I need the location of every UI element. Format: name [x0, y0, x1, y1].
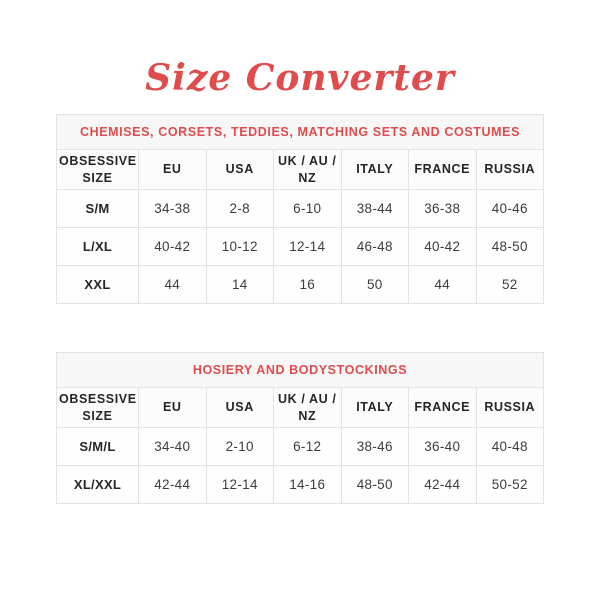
size-value-cell: 34-38 [139, 190, 207, 228]
size-value-cell: 16 [274, 266, 342, 304]
row-size-label: S/M [57, 190, 139, 228]
column-header: EU [139, 388, 207, 428]
size-value-cell: 14-16 [274, 466, 342, 504]
size-value-cell: 48-50 [476, 228, 544, 266]
column-header: OBSESSIVE SIZE [57, 150, 139, 190]
column-header: ITALY [341, 388, 409, 428]
size-value-cell: 40-42 [139, 228, 207, 266]
size-value-cell: 36-38 [409, 190, 477, 228]
size-value-cell: 40-48 [476, 428, 544, 466]
table-row [57, 266, 544, 304]
column-header: OBSESSIVE SIZE [57, 388, 139, 428]
row-size-label: XL/XXL [57, 466, 139, 504]
size-value-cell: 12-14 [206, 466, 274, 504]
table-row [57, 190, 544, 228]
size-value-cell: 10-12 [206, 228, 274, 266]
column-header: FRANCE [409, 150, 477, 190]
column-header: USA [206, 388, 274, 428]
table-row [57, 428, 544, 466]
page-title: Size Converter [145, 57, 455, 99]
size-value-cell: 42-44 [139, 466, 207, 504]
column-header: USA [206, 150, 274, 190]
size-value-cell: 6-10 [274, 190, 342, 228]
column-header: ITALY [341, 150, 409, 190]
column-header: UK / AU / NZ [274, 150, 342, 190]
row-size-label: L/XL [57, 228, 139, 266]
column-header: FRANCE [409, 388, 477, 428]
column-header: RUSSIA [476, 388, 544, 428]
size-value-cell: 50-52 [476, 466, 544, 504]
column-header: UK / AU / NZ [274, 388, 342, 428]
size-value-cell: 34-40 [139, 428, 207, 466]
size-value-cell: 44 [139, 266, 207, 304]
size-value-cell: 2-8 [206, 190, 274, 228]
size-value-cell: 36-40 [409, 428, 477, 466]
table-section-hosiery-bodystockings [56, 352, 544, 504]
table-row [57, 466, 544, 504]
size-value-cell: 14 [206, 266, 274, 304]
size-value-cell: 12-14 [274, 228, 342, 266]
table-title: CHEMISES, CORSETS, TEDDIES, MATCHING SETS AND COSTUMES [57, 115, 544, 150]
column-header: RUSSIA [476, 150, 544, 190]
size-value-cell: 6-12 [274, 428, 342, 466]
table-row [57, 228, 544, 266]
table-title: HOSIERY AND BODYSTOCKINGS [57, 353, 544, 388]
size-value-cell: 38-44 [341, 190, 409, 228]
size-value-cell: 48-50 [341, 466, 409, 504]
size-value-cell: 46-48 [341, 228, 409, 266]
size-value-cell: 40-42 [409, 228, 477, 266]
size-value-cell: 44 [409, 266, 477, 304]
size-table-chemises [56, 114, 544, 304]
size-value-cell: 38-46 [341, 428, 409, 466]
column-header: EU [139, 150, 207, 190]
size-value-cell: 40-46 [476, 190, 544, 228]
size-value-cell: 42-44 [409, 466, 477, 504]
row-size-label: XXL [57, 266, 139, 304]
size-value-cell: 2-10 [206, 428, 274, 466]
table-section-chemises-corsets [56, 114, 544, 304]
size-table-hosiery [56, 352, 544, 504]
size-value-cell: 50 [341, 266, 409, 304]
row-size-label: S/M/L [57, 428, 139, 466]
size-value-cell: 52 [476, 266, 544, 304]
